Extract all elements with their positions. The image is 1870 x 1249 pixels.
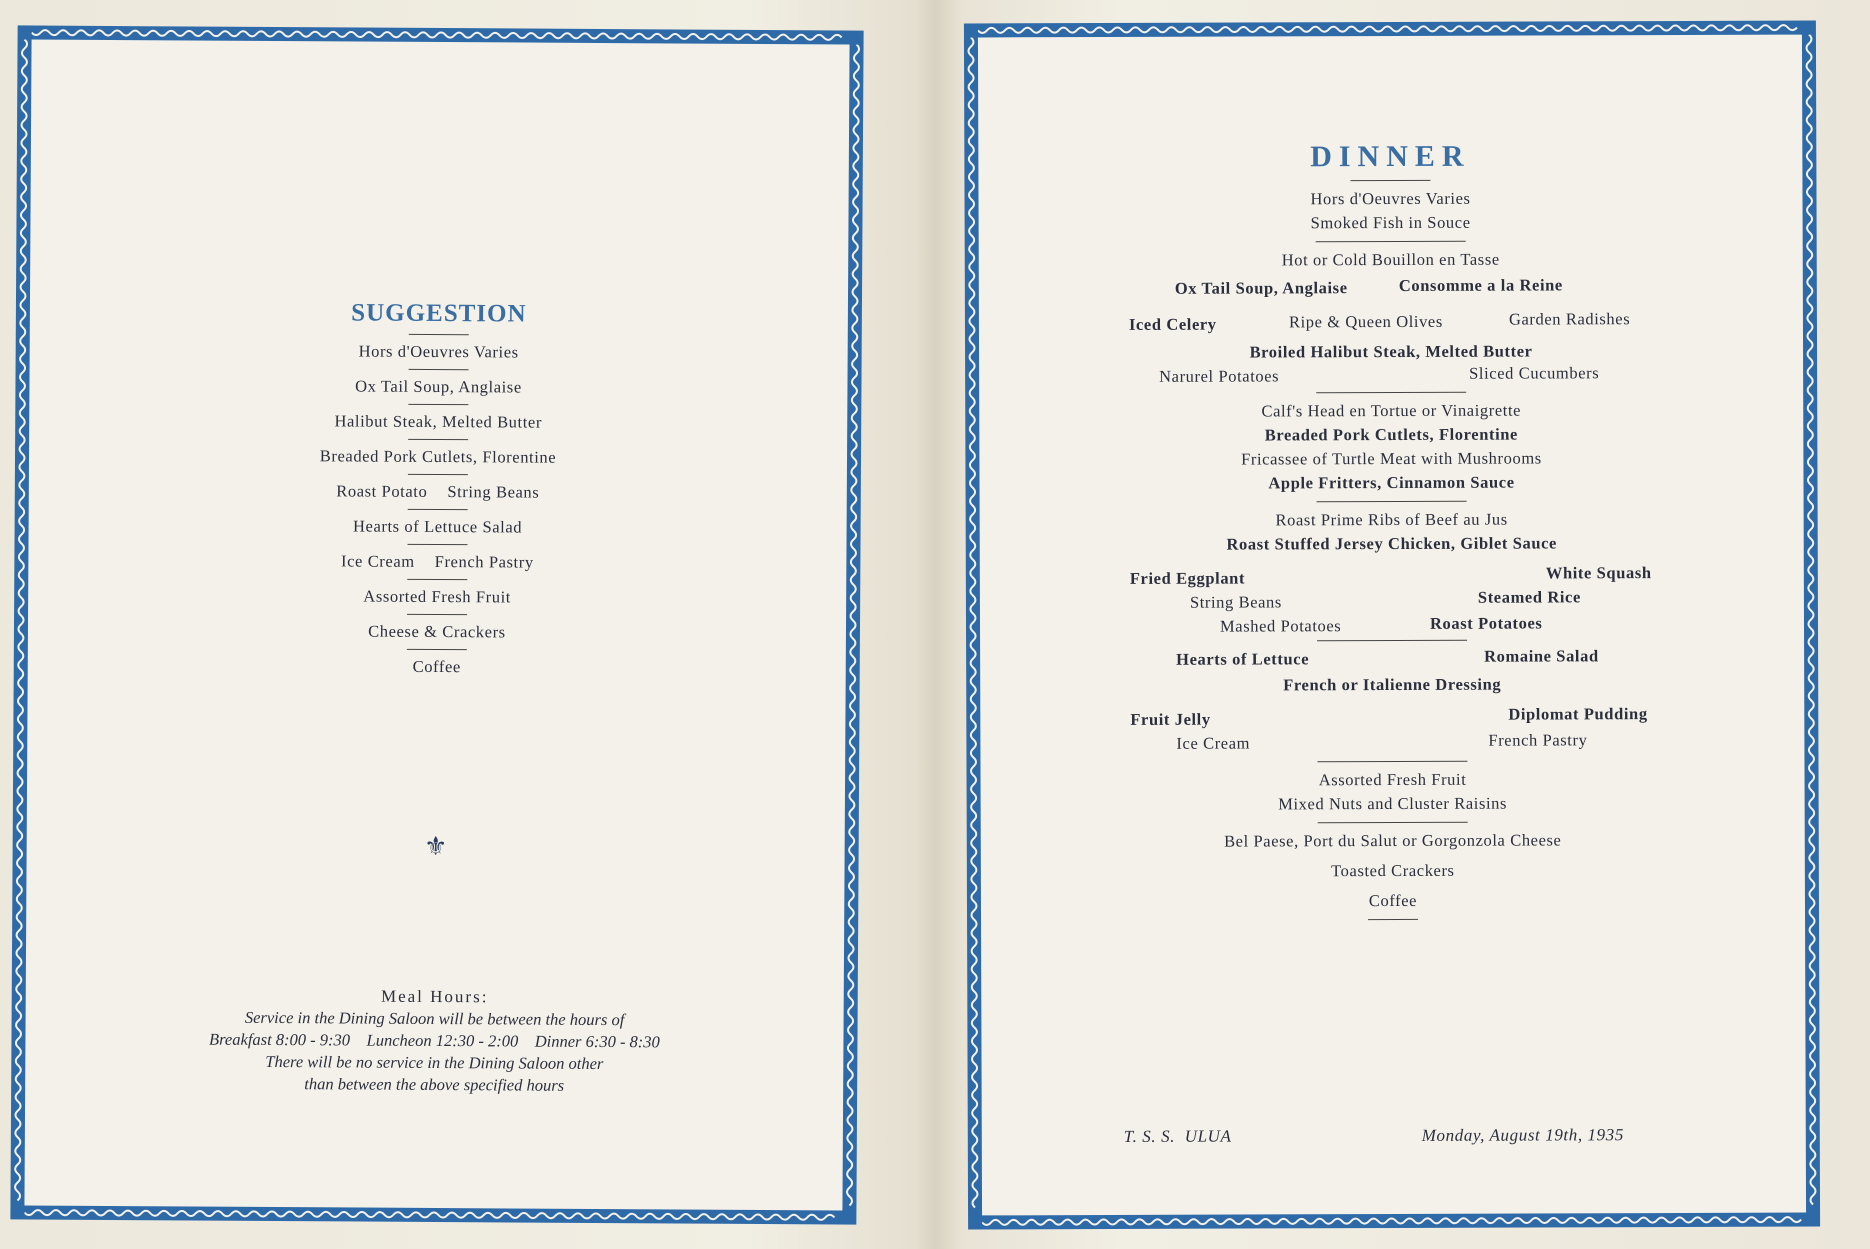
menu-item: Iced Celery (1128, 314, 1217, 334)
divider (409, 334, 469, 335)
menu-row (980, 611, 1804, 640)
meal-hours-line: There will be no service in the Dining Saloon other (265, 1051, 604, 1074)
menu-date: Monday, August 19th, 1935 (1421, 1125, 1624, 1145)
divider (408, 474, 468, 475)
menu-item: Cheese & Crackers (368, 621, 506, 642)
menu-item: Halibut Steak, Melted Butter (334, 411, 543, 432)
border-wave (978, 21, 1802, 38)
menu-item: White Squash (1545, 563, 1652, 583)
menu-row (979, 301, 1803, 342)
menu-row (980, 646, 1804, 675)
menu-item: Breaded Pork Cutlets, Florentine (319, 446, 557, 467)
border-wave (982, 1213, 1806, 1230)
menu-item: Roast Stuffed Jersey Chicken, Giblet Sauce (1226, 533, 1557, 554)
menu-item: Romaine Salad (1484, 646, 1599, 666)
menu-item: Consomme a la Reine (1398, 275, 1563, 295)
menu-item: Hors d'Oeuvres Varies (358, 341, 519, 362)
menu-row (980, 696, 1804, 733)
divider (1317, 761, 1467, 763)
menu-item: Assorted Fresh Fruit (363, 586, 512, 607)
suggestion-section (28, 298, 848, 681)
divider (407, 544, 467, 545)
divider (1368, 919, 1418, 920)
divider (407, 579, 467, 580)
menu-item: Ox Tail Soup, Anglaise (1174, 278, 1348, 298)
menu-row (979, 363, 1803, 392)
menu-item: Hot or Cold Bouillon en Tasse (1281, 249, 1500, 270)
right-menu-page (964, 21, 1820, 1230)
meal-hours-line: Service in the Dining Saloon will be between the hours of (244, 1007, 625, 1030)
menu-item: French Pastry (434, 551, 534, 572)
divider (1317, 640, 1467, 642)
menu-row (980, 730, 1804, 759)
ship-name: T. S. S. ULUA (1123, 1126, 1232, 1146)
divider (1350, 180, 1430, 181)
menu-item: Toasted Crackers (1331, 860, 1455, 881)
divider (408, 509, 468, 510)
menu-item: Ice Cream (341, 551, 415, 571)
menu-item: Fricassee of Turtle Meat with Mushrooms (1241, 448, 1542, 469)
menu-item: French or Italienne Dressing (1283, 674, 1502, 695)
dinner-title: DINNER (1310, 139, 1471, 174)
meal-hours-title: Meal Hours: (380, 986, 489, 1007)
menu-item: Bel Paese, Port du Salut or Gorgonzola Cheese (1224, 830, 1562, 851)
menu-item: String Beans (1189, 592, 1282, 612)
menu-item: Calf's Head en Tortue or Vinaigrette (1261, 400, 1522, 421)
menu-item: Ripe & Queen Olives (1288, 311, 1443, 332)
suggestion-title: SUGGESTION (351, 299, 527, 328)
menu-item: Assorted Fresh Fruit (1318, 769, 1467, 790)
menu-item: Fried Eggplant (1129, 568, 1246, 588)
divider (1318, 822, 1468, 824)
menu-row (979, 271, 1803, 304)
fleur-de-lis-icon: ⚜ (423, 831, 448, 862)
left-menu-page (10, 25, 863, 1224)
divider (408, 439, 468, 440)
menu-item: Smoked Fish in Souce (1310, 212, 1471, 233)
menu-item: Roast Potato (336, 481, 428, 501)
menu-item: Hearts of Lettuce (1176, 649, 1310, 669)
menu-item: Roast Potatoes (1429, 613, 1543, 633)
menu-item: Ice Cream (1176, 733, 1251, 753)
menu-item: French Pastry (1488, 730, 1588, 750)
meal-hours-times: Breakfast 8:00 - 9:30 Luncheon 12:30 - 2:00 Dinner 6:30 - 8:30 (209, 1029, 660, 1052)
menu-item: String Beans (447, 482, 540, 502)
menu-item: Hearts of Lettuce Salad (352, 516, 523, 537)
menu-item: Mashed Potatoes (1219, 616, 1342, 636)
menu-item: Diplomat Pudding (1508, 704, 1648, 724)
divider (1316, 241, 1466, 243)
divider (408, 404, 468, 405)
menu-row (980, 555, 1804, 588)
menu-item: Coffee (1368, 890, 1418, 911)
dinner-section (978, 139, 1805, 928)
menu-item: Mixed Nuts and Cluster Raisins (1278, 793, 1508, 814)
menu-item: Steamed Rice (1477, 587, 1581, 607)
menu-item: Broiled Halibut Steak, Melted Butter (1249, 341, 1533, 362)
menu-item: Narurel Potatoes (1159, 366, 1280, 386)
divider (407, 614, 467, 615)
meal-hours-section (25, 983, 844, 1098)
divider (1316, 392, 1466, 394)
menu-item-pair (28, 549, 846, 576)
menu-item: Breaded Pork Cutlets, Florentine (1264, 424, 1518, 445)
menu-item: Roast Prime Ribs of Beef au Jus (1275, 509, 1508, 530)
divider (1317, 501, 1467, 503)
divider (407, 649, 467, 650)
menu-item: Garden Radishes (1508, 309, 1631, 329)
menu-row (980, 585, 1804, 614)
menu-item: Coffee (412, 656, 461, 677)
meal-hours-line: than between the above specified hours (304, 1074, 565, 1095)
menu-item-pair (29, 479, 847, 506)
menu-item: Fruit Jelly (1130, 709, 1211, 729)
menu-item: Ox Tail Soup, Anglaise (355, 376, 522, 397)
divider (409, 369, 469, 370)
menu-item: Hors d'Oeuvres Varies (1310, 188, 1471, 209)
menu-item: Sliced Cucumbers (1469, 363, 1600, 383)
menu-item: Apple Fritters, Cinnamon Sauce (1268, 472, 1515, 493)
